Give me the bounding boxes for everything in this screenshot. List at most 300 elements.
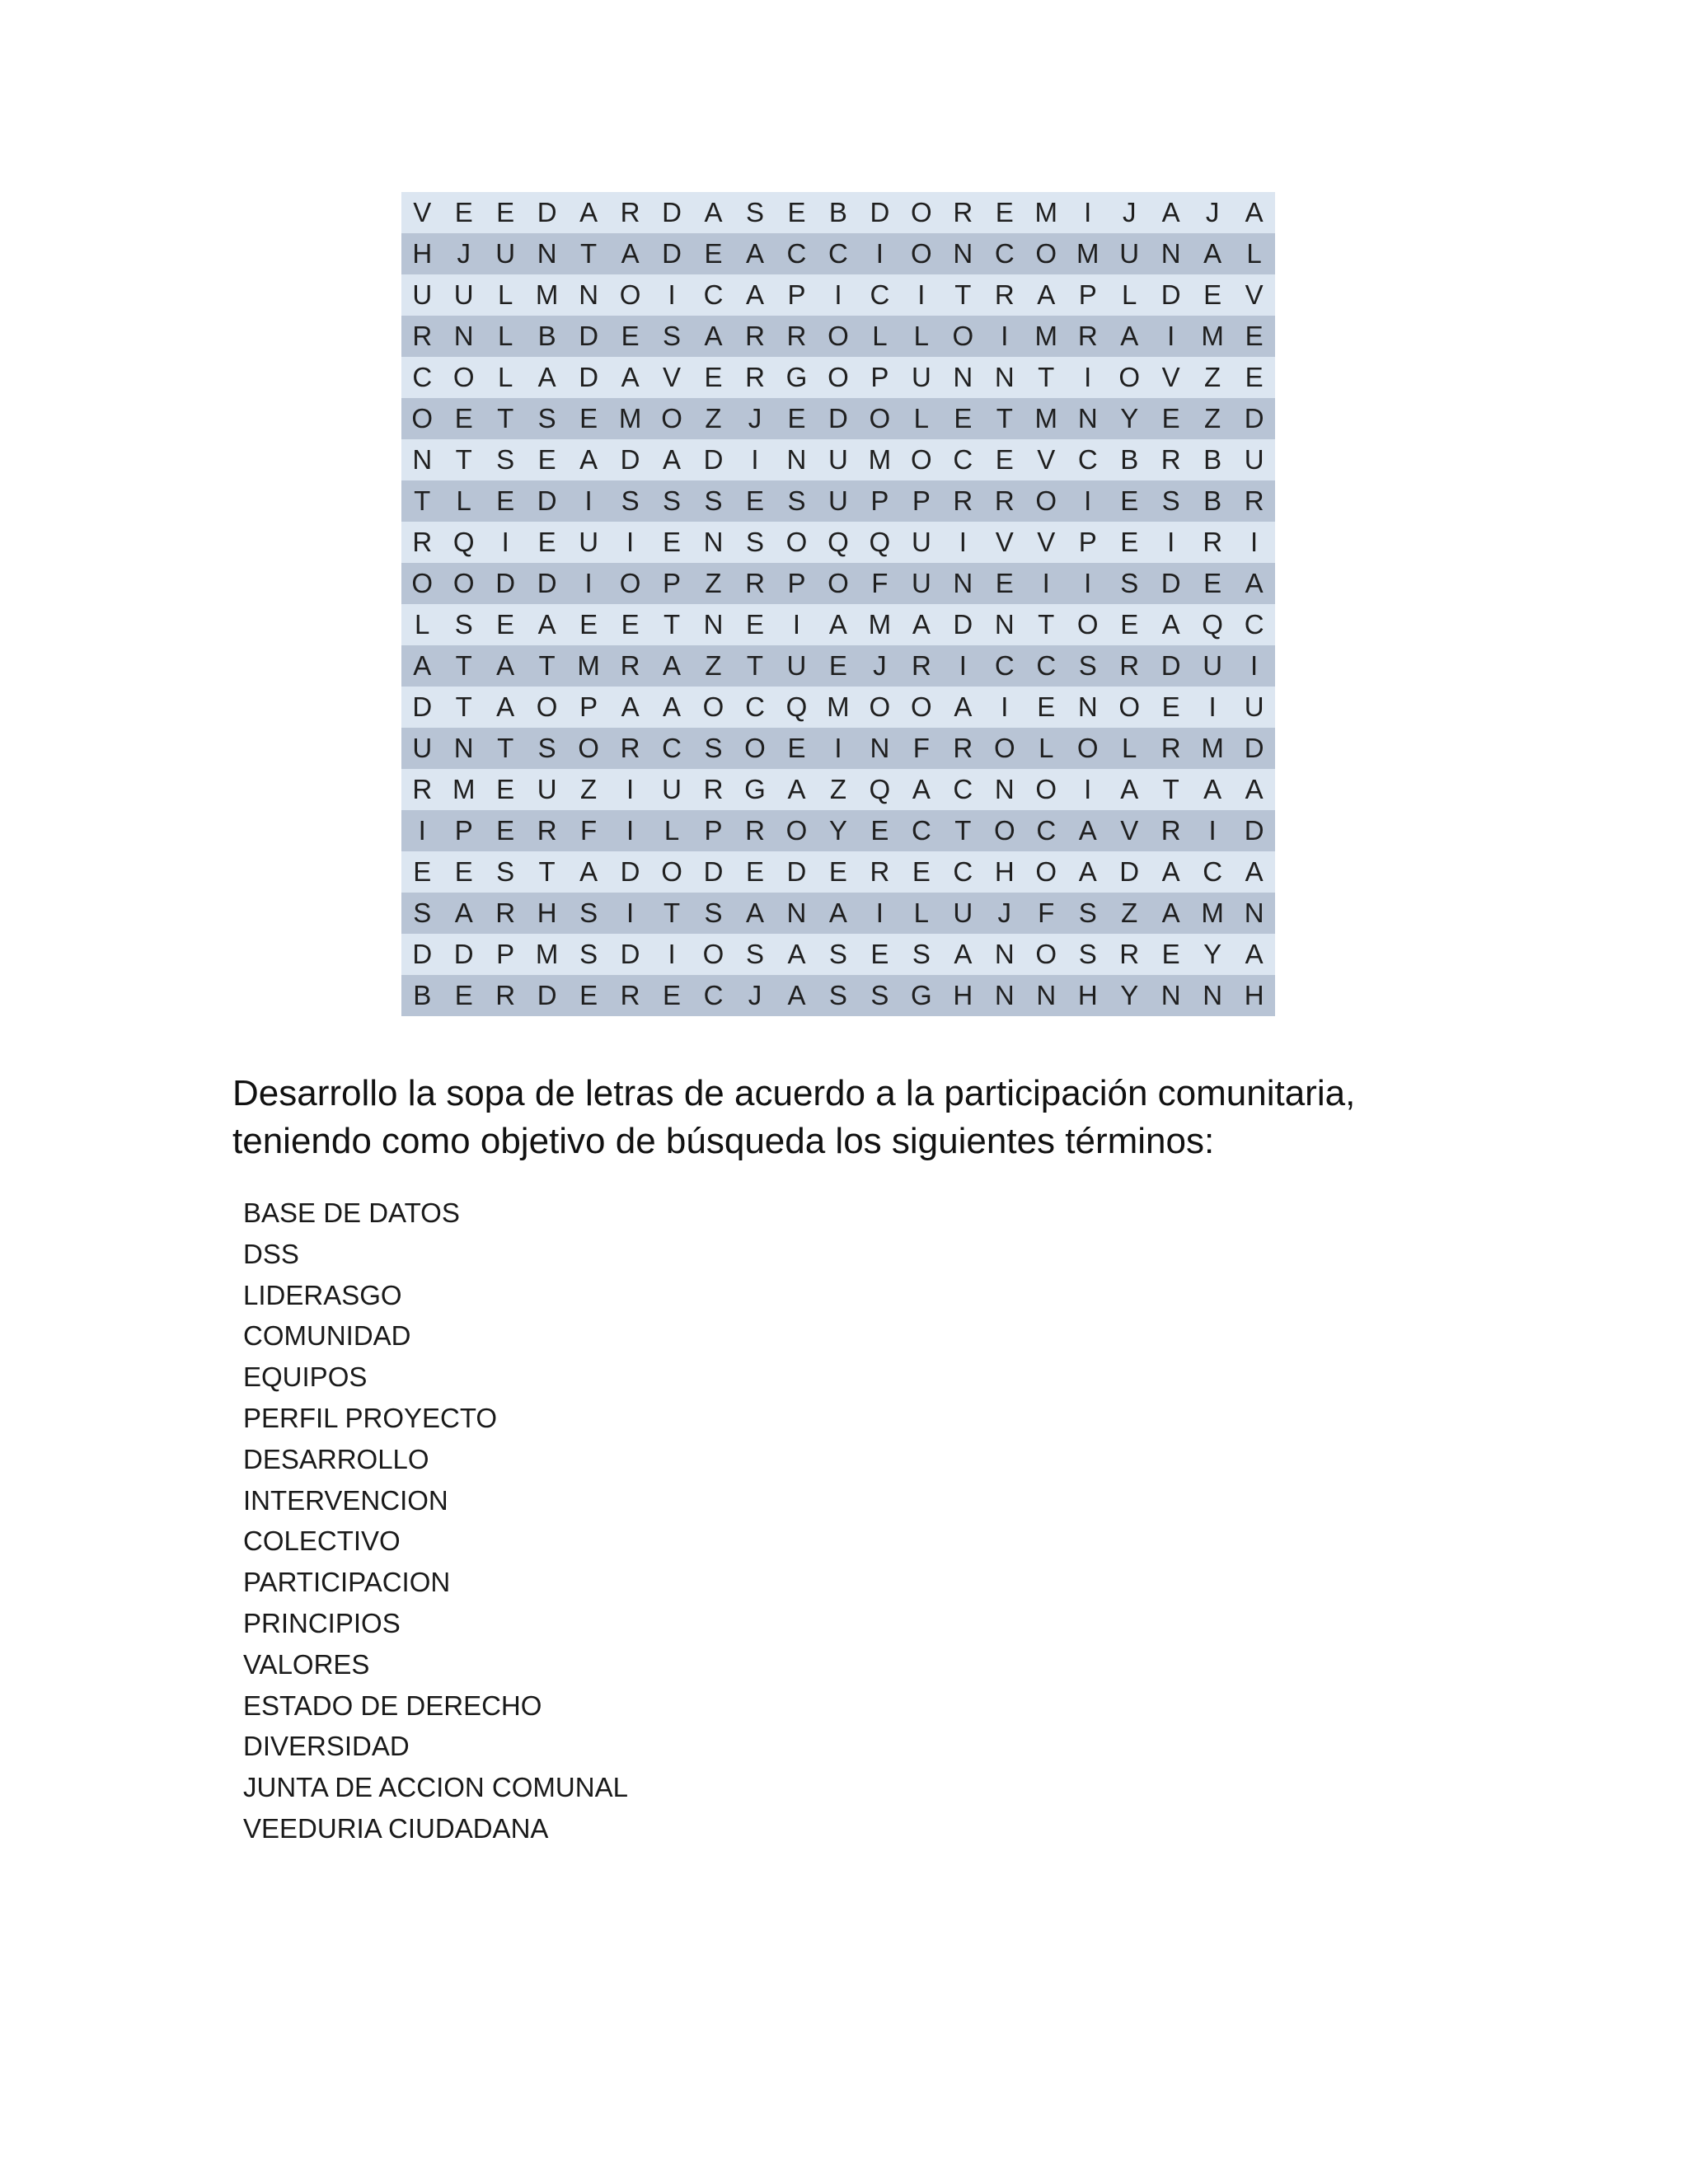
grid-letter: T xyxy=(497,403,514,434)
search-term: VEEDURIA CIUDADANA xyxy=(243,1812,549,1844)
grid-letter: D xyxy=(620,856,640,887)
grid-letter: C xyxy=(1203,856,1223,887)
grid-letter: S xyxy=(745,527,764,557)
grid-letter: N xyxy=(1244,898,1264,928)
grid-letter: N xyxy=(786,444,807,475)
grid-letter: E xyxy=(870,815,889,846)
grid-letter: O xyxy=(785,815,808,846)
grid-letter: P xyxy=(870,485,889,516)
grid-letter: R xyxy=(786,321,807,351)
grid-letter: Y xyxy=(1120,403,1139,434)
grid-letter: M xyxy=(827,691,850,722)
grid-letter: A xyxy=(663,650,682,681)
instructions-line-2: teniendo como objetivo de búsqueda los siguientes términos: xyxy=(232,1121,1215,1161)
grid-letter: M xyxy=(1034,321,1058,351)
grid-letter: S xyxy=(537,403,556,434)
grid-letter: H xyxy=(1244,980,1264,1010)
grid-letter: N xyxy=(994,939,1015,969)
grid-letter: O xyxy=(702,691,724,722)
grid-row xyxy=(401,357,1275,398)
grid-letter: O xyxy=(744,733,766,763)
grid-letter: E xyxy=(1120,485,1139,516)
grid-letter: D xyxy=(453,939,474,969)
grid-letter: A xyxy=(745,238,764,269)
grid-letter: I xyxy=(1208,815,1217,846)
grid-letter: U xyxy=(1119,238,1140,269)
grid-letter: N xyxy=(953,362,973,392)
grid-letter: E xyxy=(704,362,723,392)
grid-row xyxy=(401,274,1275,316)
grid-letter: U xyxy=(1203,650,1223,681)
grid-letter: P xyxy=(454,815,473,846)
grid-letter: Q xyxy=(1202,609,1223,640)
grid-letter: I xyxy=(1250,650,1259,681)
grid-letter: O xyxy=(828,568,849,598)
grid-letter: O xyxy=(911,444,932,475)
grid-letter: T xyxy=(954,279,972,310)
grid-row xyxy=(401,192,1275,233)
grid-letter: T xyxy=(455,650,472,681)
grid-letter: E xyxy=(787,197,806,227)
grid-letter: S xyxy=(745,939,764,969)
grid-letter: U xyxy=(953,898,973,928)
grid-letter: O xyxy=(911,691,932,722)
grid-letter: N xyxy=(953,568,973,598)
grid-letter: R xyxy=(1077,321,1098,351)
grid-letter: L xyxy=(1122,733,1137,763)
grid-letter: E xyxy=(454,197,473,227)
grid-letter: P xyxy=(496,939,515,969)
grid-letter: C xyxy=(953,444,973,475)
grid-letter: I xyxy=(584,568,593,598)
grid-letter: E xyxy=(787,403,806,434)
grid-letter: Z xyxy=(1121,898,1138,928)
grid-letter: O xyxy=(452,362,475,392)
grid-letter: E xyxy=(454,856,473,887)
grid-letter: O xyxy=(911,238,932,269)
grid-letter: E xyxy=(1037,691,1056,722)
grid-letter: R xyxy=(412,321,433,351)
grid-letter: N xyxy=(953,238,973,269)
grid-letter: N xyxy=(579,279,599,310)
search-term: PERFIL PROYECTO xyxy=(243,1402,498,1433)
grid-letter: T xyxy=(996,403,1013,434)
grid-letter: T xyxy=(455,691,472,722)
grid-letter: S xyxy=(496,444,515,475)
grid-letter: U xyxy=(412,733,433,763)
grid-letter: A xyxy=(1245,774,1264,804)
grid-letter: S xyxy=(1078,898,1097,928)
grid-letter: O xyxy=(1035,238,1057,269)
grid-letter: C xyxy=(1244,609,1264,640)
grid-letter: I xyxy=(1208,691,1217,722)
grid-letter: R xyxy=(994,485,1015,516)
grid-letter: R xyxy=(412,527,433,557)
grid-letter: D xyxy=(953,609,973,640)
instructions-line-1: Desarrollo la sopa de letras de acuerdo a la participación comunitaria, xyxy=(232,1073,1356,1113)
grid-letter: M xyxy=(868,444,892,475)
grid-letter: A xyxy=(1161,856,1180,887)
grid-letter: F xyxy=(912,733,930,763)
grid-letter: E xyxy=(621,321,640,351)
grid-letter: R xyxy=(1244,485,1264,516)
grid-letter: D xyxy=(703,444,724,475)
grid-letter: E xyxy=(1161,939,1180,969)
grid-letter: E xyxy=(1161,691,1180,722)
grid-letter: E xyxy=(1245,321,1264,351)
grid-letter: A xyxy=(663,691,682,722)
grid-letter: J xyxy=(873,650,887,681)
grid-letter: A xyxy=(496,650,515,681)
grid-letter: O xyxy=(536,691,558,722)
grid-row xyxy=(401,398,1275,439)
grid-letter: R xyxy=(953,197,973,227)
grid-row xyxy=(401,522,1275,563)
grid-letter: N xyxy=(994,362,1015,392)
grid-letter: E xyxy=(828,650,847,681)
grid-letter: L xyxy=(456,485,471,516)
grid-letter: A xyxy=(621,691,640,722)
search-term: DIVERSIDAD xyxy=(243,1731,410,1762)
grid-letter: H xyxy=(412,238,433,269)
grid-letter: O xyxy=(619,279,641,310)
grid-letter: R xyxy=(1160,444,1181,475)
grid-letter: N xyxy=(453,321,474,351)
grid-letter: S xyxy=(496,856,515,887)
grid-letter: A xyxy=(745,279,764,310)
grid-letter: O xyxy=(1035,485,1057,516)
grid-letter: O xyxy=(869,403,891,434)
grid-letter: D xyxy=(662,238,682,269)
grid-letter: Q xyxy=(828,527,849,557)
grid-letter: D xyxy=(620,939,640,969)
grid-letter: I xyxy=(584,485,593,516)
grid-letter: C xyxy=(953,774,973,804)
grid-letter: Y xyxy=(1120,980,1139,1010)
grid-letter: A xyxy=(1120,321,1139,351)
grid-letter: Q xyxy=(452,527,475,557)
grid-letter: V xyxy=(1037,527,1056,557)
grid-letter: V xyxy=(413,197,432,227)
grid-letter: G xyxy=(911,980,932,1010)
grid-letter: T xyxy=(414,485,431,516)
grid-letter: I xyxy=(1167,527,1175,557)
grid-letter: P xyxy=(787,279,806,310)
grid-letter: P xyxy=(704,815,723,846)
grid-letter: N xyxy=(1077,691,1098,722)
grid-letter: I xyxy=(1084,197,1092,227)
grid-letter: O xyxy=(1035,939,1057,969)
grid-letter: D xyxy=(703,856,724,887)
search-term: ESTADO DE DERECHO xyxy=(243,1690,542,1721)
grid-letter: S xyxy=(1078,939,1097,969)
grid-letter: N xyxy=(786,898,807,928)
grid-letter: J xyxy=(748,980,762,1010)
grid-letter: E xyxy=(745,856,764,887)
grid-letter: E xyxy=(663,527,682,557)
grid-letter: C xyxy=(953,856,973,887)
grid-letter: U xyxy=(1244,444,1264,475)
grid-letter: A xyxy=(1120,774,1139,804)
grid-letter: M xyxy=(1201,321,1224,351)
grid-letter: N xyxy=(870,733,890,763)
search-term: INTERVENCION xyxy=(243,1484,448,1516)
grid-letter: E xyxy=(579,609,598,640)
grid-letter: J xyxy=(1205,197,1220,227)
grid-letter: O xyxy=(578,733,599,763)
grid-letter: O xyxy=(828,362,849,392)
grid-letter: E xyxy=(1161,403,1180,434)
grid-letter: H xyxy=(994,856,1015,887)
grid-row xyxy=(401,728,1275,769)
grid-letter: R xyxy=(1160,815,1181,846)
grid-letter: T xyxy=(538,650,556,681)
grid-letter: J xyxy=(457,238,471,269)
grid-letter: L xyxy=(913,898,930,928)
grid-letter: U xyxy=(579,527,599,557)
grid-letter: D xyxy=(1160,279,1181,310)
grid-letter: D xyxy=(1244,815,1264,846)
grid-letter: S xyxy=(704,485,723,516)
grid-letter: C xyxy=(1077,444,1098,475)
grid-letter: E xyxy=(954,403,973,434)
grid-letter: M xyxy=(618,403,642,434)
grid-letter: A xyxy=(1245,568,1264,598)
grid-letter: P xyxy=(579,691,598,722)
grid-letter: J xyxy=(748,403,762,434)
grid-letter: G xyxy=(785,362,808,392)
grid-letter: P xyxy=(912,485,931,516)
grid-letter: R xyxy=(1160,733,1181,763)
grid-letter: I xyxy=(626,815,635,846)
grid-letter: E xyxy=(621,609,640,640)
grid-letter: A xyxy=(828,609,847,640)
grid-letter: I xyxy=(792,609,801,640)
grid-letter: O xyxy=(1035,774,1057,804)
grid-letter: A xyxy=(663,444,682,475)
grid-letter: V xyxy=(995,527,1014,557)
grid-letter: A xyxy=(1037,279,1056,310)
grid-letter: R xyxy=(1119,939,1140,969)
grid-letter: C xyxy=(828,238,848,269)
grid-letter: E xyxy=(496,609,515,640)
grid-letter: A xyxy=(496,691,515,722)
grid-letter: E xyxy=(870,939,889,969)
grid-letter: A xyxy=(621,238,640,269)
grid-letter: S xyxy=(413,898,432,928)
grid-letter: E xyxy=(912,856,931,887)
grid-row xyxy=(401,687,1275,728)
grid-letter: A xyxy=(579,197,598,227)
search-term: COLECTIVO xyxy=(243,1526,401,1557)
grid-letter: I xyxy=(1167,321,1175,351)
search-term: EQUIPOS xyxy=(243,1361,368,1393)
grid-letter: C xyxy=(703,980,724,1010)
grid-letter: D xyxy=(1160,650,1181,681)
grid-letter: B xyxy=(1203,444,1222,475)
grid-letter: E xyxy=(1120,609,1139,640)
grid-row xyxy=(401,439,1275,480)
grid-letter: E xyxy=(1203,568,1222,598)
grid-letter: E xyxy=(496,774,515,804)
grid-letter: E xyxy=(579,403,598,434)
grid-letter: I xyxy=(834,279,842,310)
grid-letter: J xyxy=(1122,197,1137,227)
grid-letter: B xyxy=(537,321,556,351)
grid-letter: I xyxy=(668,939,676,969)
grid-letter: S xyxy=(912,939,931,969)
grid-letter: O xyxy=(1118,362,1141,392)
grid-row xyxy=(401,893,1275,934)
grid-letter: I xyxy=(626,898,635,928)
grid-letter: Q xyxy=(785,691,808,722)
grid-letter: R xyxy=(1203,527,1223,557)
grid-letter: M xyxy=(577,650,600,681)
grid-row xyxy=(401,975,1275,1016)
grid-row xyxy=(401,316,1275,357)
grid-letter: R xyxy=(620,733,640,763)
grid-letter: Z xyxy=(1204,362,1221,392)
grid-letter: A xyxy=(745,898,764,928)
grid-letter: H xyxy=(1077,980,1098,1010)
grid-letter: E xyxy=(995,444,1014,475)
grid-letter: A xyxy=(1245,856,1264,887)
grid-letter: I xyxy=(1042,568,1050,598)
grid-letter: T xyxy=(580,238,598,269)
grid-letter: R xyxy=(994,279,1015,310)
grid-letter: L xyxy=(497,321,513,351)
grid-letter: M xyxy=(1201,733,1224,763)
grid-letter: G xyxy=(744,774,766,804)
grid-letter: Z xyxy=(829,774,846,804)
grid-letter: M xyxy=(868,609,892,640)
grid-letter: M xyxy=(1201,898,1224,928)
grid-letter: D xyxy=(412,691,433,722)
grid-letter: L xyxy=(1122,279,1137,310)
grid-letter: I xyxy=(1084,362,1092,392)
grid-letter: A xyxy=(954,691,973,722)
grid-letter: A xyxy=(413,650,432,681)
grid-letter: E xyxy=(995,197,1014,227)
grid-letter: R xyxy=(537,815,557,846)
grid-letter: D xyxy=(786,856,807,887)
grid-letter: L xyxy=(663,815,680,846)
grid-letter: T xyxy=(663,898,681,928)
grid-letter: S xyxy=(621,485,640,516)
grid-letter: D xyxy=(662,197,682,227)
grid-row xyxy=(401,604,1275,645)
grid-letter: R xyxy=(620,650,640,681)
grid-letter: I xyxy=(501,527,509,557)
search-term: BASE DE DATOS xyxy=(243,1197,460,1228)
grid-letter: L xyxy=(1039,733,1054,763)
grid-row xyxy=(401,563,1275,604)
grid-letter: L xyxy=(497,362,513,392)
grid-letter: C xyxy=(994,650,1015,681)
grid-letter: I xyxy=(875,898,884,928)
grid-letter: F xyxy=(871,568,889,598)
grid-letter: I xyxy=(1001,691,1009,722)
grid-letter: S xyxy=(579,898,598,928)
grid-letter: C xyxy=(1036,815,1057,846)
grid-letter: A xyxy=(704,321,723,351)
grid-letter: U xyxy=(828,444,848,475)
grid-letter: Q xyxy=(869,527,891,557)
grid-letter: Q xyxy=(869,774,891,804)
grid-letter: D xyxy=(1244,733,1264,763)
search-term: LIDERASGO xyxy=(243,1279,402,1310)
grid-letter: M xyxy=(535,939,559,969)
grid-letter: A xyxy=(1161,898,1180,928)
grid-letter: M xyxy=(535,279,559,310)
grid-letter: I xyxy=(875,238,884,269)
grid-letter: D xyxy=(412,939,433,969)
grid-letter: A xyxy=(787,939,806,969)
grid-letter: I xyxy=(751,444,759,475)
grid-letter: S xyxy=(663,485,682,516)
grid-letter: A xyxy=(454,898,473,928)
grid-row xyxy=(401,645,1275,687)
grid-letter: H xyxy=(537,898,557,928)
grid-letter: D xyxy=(579,321,599,351)
grid-letter: Z xyxy=(705,403,722,434)
grid-letter: J xyxy=(997,898,1012,928)
grid-letter: S xyxy=(704,733,723,763)
grid-row xyxy=(401,769,1275,810)
grid-letter: H xyxy=(953,980,973,1010)
grid-letter: S xyxy=(704,898,723,928)
grid-letter: E xyxy=(745,485,764,516)
grid-row xyxy=(401,480,1275,522)
grid-letter: I xyxy=(959,650,967,681)
grid-letter: A xyxy=(787,774,806,804)
grid-letter: R xyxy=(953,733,973,763)
grid-letter: D xyxy=(620,444,640,475)
grid-letter: D xyxy=(537,568,557,598)
grid-letter: A xyxy=(954,939,973,969)
grid-row xyxy=(401,810,1275,851)
grid-letter: B xyxy=(413,980,432,1010)
grid-letter: I xyxy=(1001,321,1009,351)
grid-letter: R xyxy=(911,650,931,681)
grid-letter: O xyxy=(911,197,932,227)
grid-letter: N xyxy=(994,774,1015,804)
grid-letter: Z xyxy=(580,774,598,804)
grid-letter: A xyxy=(1245,197,1264,227)
grid-letter: T xyxy=(497,733,514,763)
grid-letter: C xyxy=(703,279,724,310)
grid-letter: D xyxy=(828,403,848,434)
grid-letter: E xyxy=(1120,527,1139,557)
grid-letter: D xyxy=(579,362,599,392)
grid-letter: A xyxy=(1161,609,1180,640)
grid-letter: N xyxy=(994,980,1015,1010)
grid-letter: O xyxy=(993,815,1015,846)
grid-letter: S xyxy=(1120,568,1139,598)
grid-letter: D xyxy=(1160,568,1181,598)
grid-letter: S xyxy=(1078,650,1097,681)
grid-letter: P xyxy=(1078,527,1097,557)
grid-letter: S xyxy=(745,197,764,227)
grid-letter: O xyxy=(411,568,434,598)
grid-letter: N xyxy=(1036,980,1057,1010)
grid-letter: O xyxy=(993,733,1015,763)
grid-letter: D xyxy=(537,485,557,516)
grid-letter: E xyxy=(496,815,515,846)
grid-letter: E xyxy=(1245,362,1264,392)
grid-letter: E xyxy=(663,980,682,1010)
search-term: PARTICIPACION xyxy=(243,1567,451,1598)
